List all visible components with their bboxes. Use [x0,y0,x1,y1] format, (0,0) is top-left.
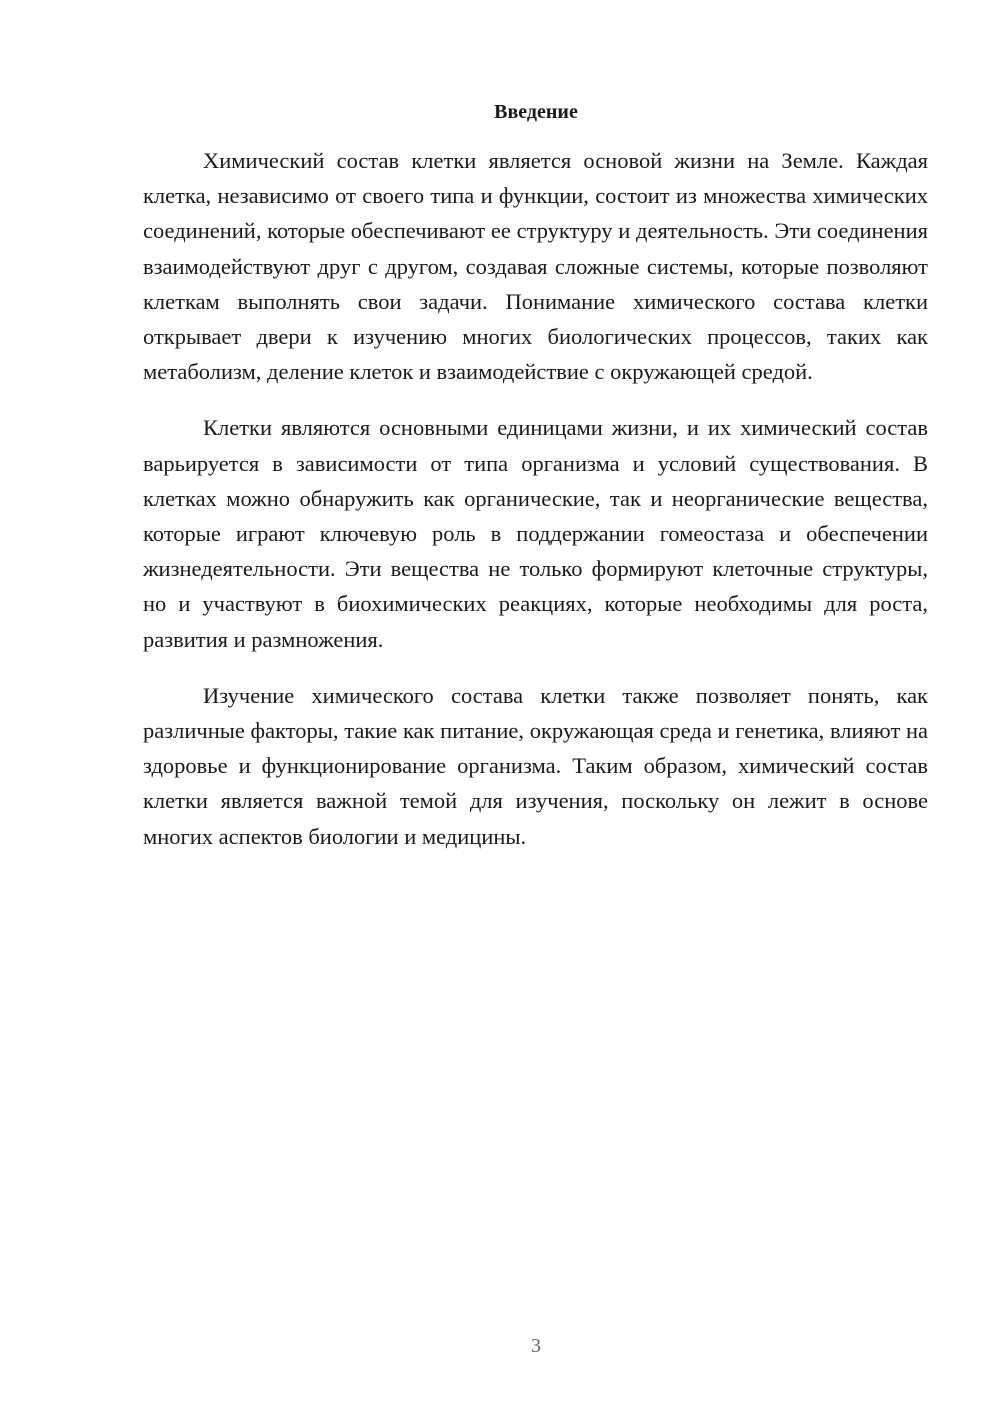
section-title: Введение [494,101,578,123]
paragraph-2: Клетки являются основными единицами жизни, и их химический состав варьируется в зависимости от типа организма и условий существования. В клетках можно обнаружить как органические, так и неорганические вещества, которые играют ключевую роль в поддержании гомеостаза и обеспечении жизнедеятельности. Эти вещества не только формируют клеточные структуры, но и участвуют в биохимических реакциях, которые необходимы для роста, развития и размножения. [143,415,928,652]
body-text [143,143,928,875]
paragraph-3: Изучение химического состава клетки также позволяет понять, как различные факторы, такие как питание, окружающая среда и генетика, влияют на здоровье и функционирование организма. Таким образом, химический состав клетки является важной темой для изучения, поскольку он лежит в основе многих аспектов биологии и медицины. [143,682,928,849]
paragraph-1: Химический состав клетки является основой жизни на Земле. Каждая клетка, независимо от своего типа и функции, состоит из множества химических соединений, которые обеспечивают ее структуру и деятельность. Эти соединения взаимодействуют друг с другом, создавая сложные системы, которые позволяют клеткам выполнять свои задачи. Понимание химического состава клетки открывает двери к изучению многих биологических процессов, таких как метаболизм, деление клеток и взаимодействие с окружающей средой. [143,148,928,385]
page-number: 3 [531,1335,541,1357]
